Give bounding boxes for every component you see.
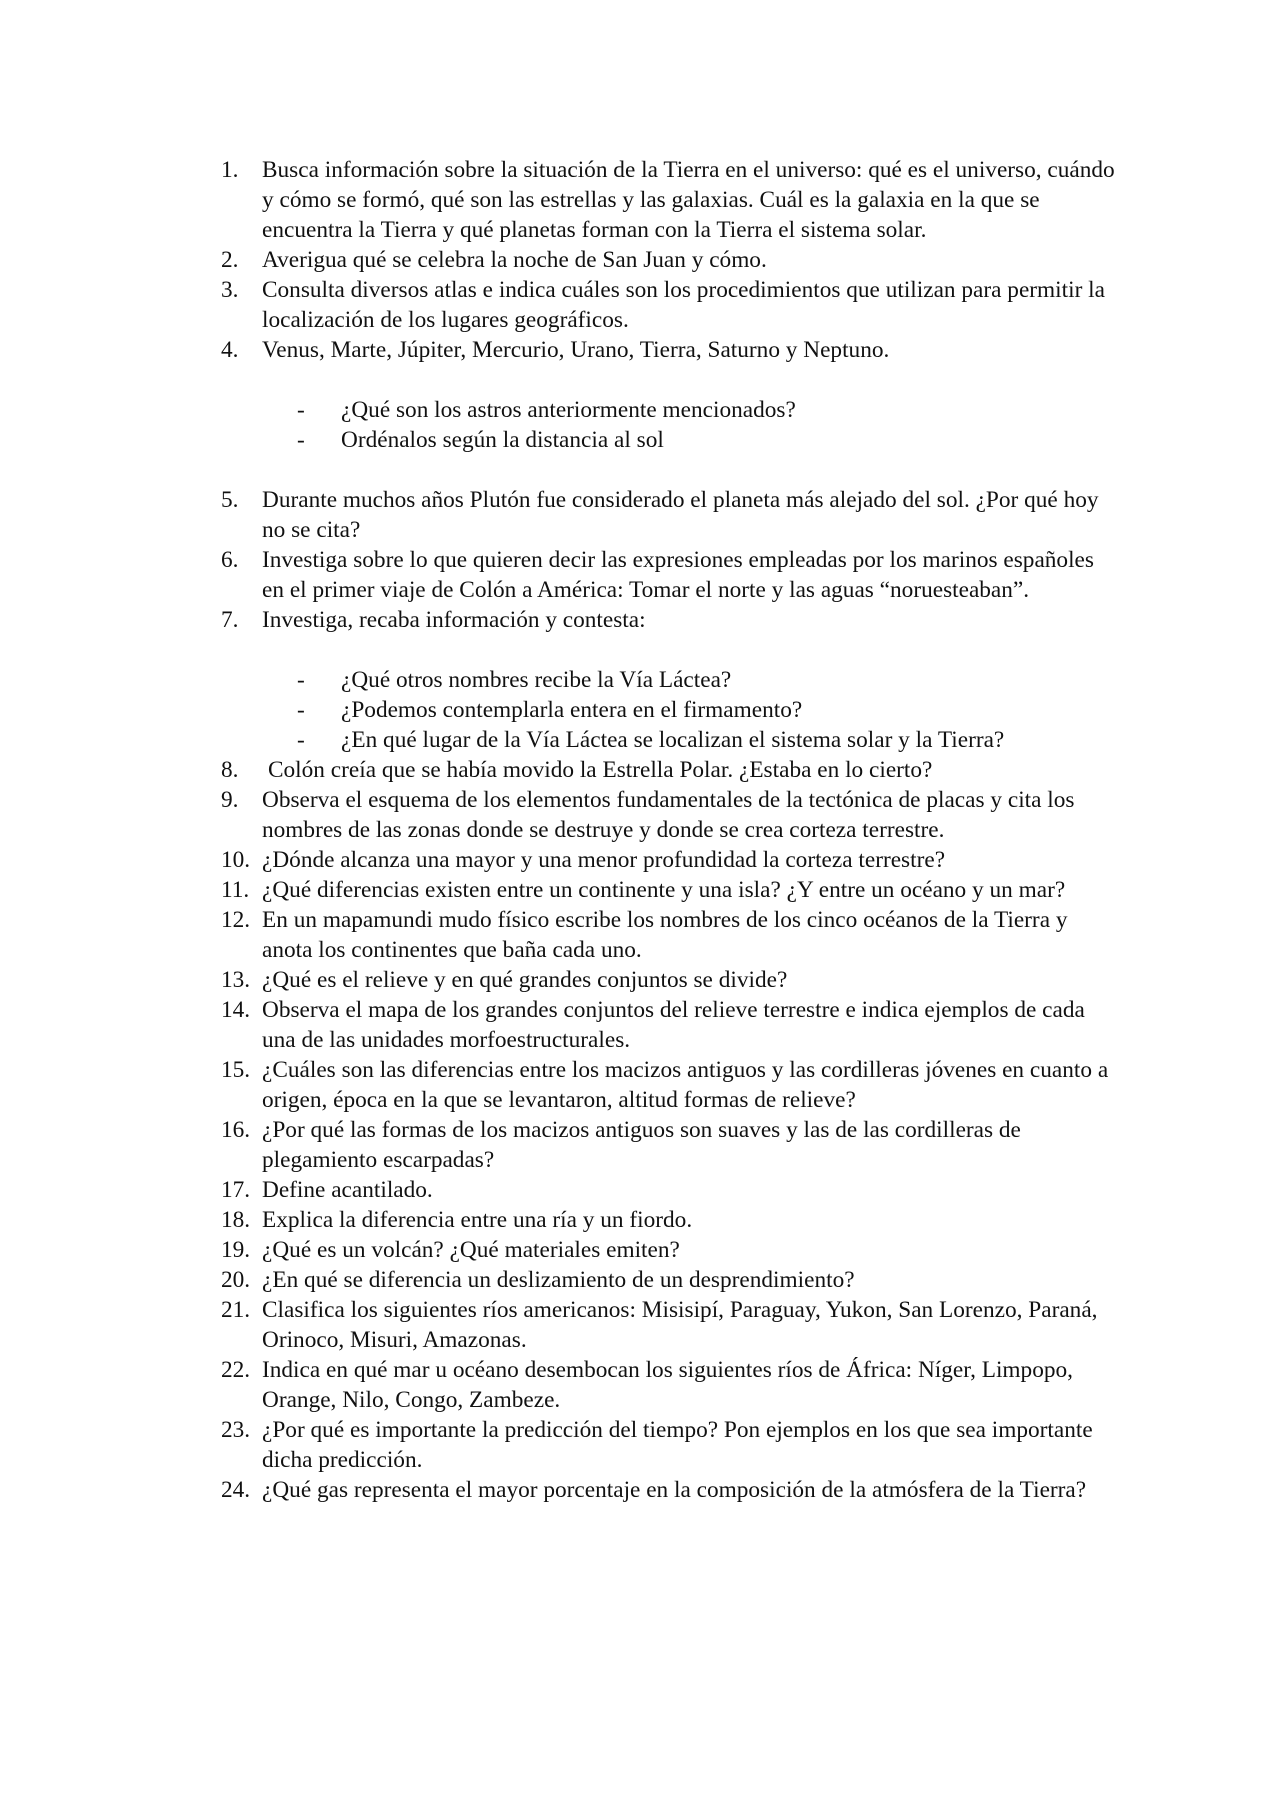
dash-bullet: - <box>297 667 305 693</box>
list-item-15 <box>221 1055 1121 1115</box>
sub-item <box>221 395 1121 425</box>
list-item-3 <box>221 275 1121 335</box>
list-item-7 <box>221 605 1121 635</box>
item-text: ¿En qué se diferencia un deslizamiento de un desprendimiento? <box>262 1267 855 1293</box>
sub-item <box>221 425 1121 455</box>
item-text: ¿Qué diferencias existen entre un continente y una isla? ¿Y entre un océano y un mar? <box>262 877 1066 903</box>
item-text: ¿Qué gas representa el mayor porcentaje en la composición de la atmósfera de la Tierra? <box>262 1477 1087 1503</box>
question-list <box>221 155 1121 1505</box>
item-text: ¿Cuáles son las diferencias entre los macizos antiguos y las cordilleras jóvenes en cuanto a origen, época en la que se levantaron, altitud formas de relieve? <box>262 1057 1109 1113</box>
list-item-14 <box>221 995 1121 1055</box>
sub-item-text: ¿Qué otros nombres recibe la Vía Láctea? <box>341 667 732 693</box>
item-number: 15. <box>221 1057 251 1083</box>
item-text: Busca información sobre la situación de la Tierra en el universo: qué es el universo, cuándo y cómo se formó, qué son las estrellas y las galaxias. Cuál es la galaxia en la que se encuentra la Tierra y qué planetas forman con la Tierra el sistema solar. <box>262 157 1115 243</box>
item-text: En un mapamundi mudo físico escribe los nombres de los cinco océanos de la Tierra y anota los continentes que baña cada uno. <box>262 907 1068 963</box>
sub-item <box>221 725 1121 755</box>
item-text: Clasifica los siguientes ríos americanos: Misisipí, Paraguay, Yukon, San Lorenzo, Paraná, Orinoco, Misuri, Amazonas. <box>262 1297 1098 1353</box>
item-number: 4. <box>221 337 239 363</box>
sublist-item-4 <box>221 395 1121 455</box>
item-number: 11. <box>221 877 250 903</box>
item-number: 12. <box>221 907 251 933</box>
dash-bullet: - <box>297 427 305 453</box>
sub-item-text: ¿Qué son los astros anteriormente mencionados? <box>341 397 796 423</box>
sub-item-text: ¿Podemos contemplarla entera en el firmamento? <box>341 697 803 723</box>
item-number: 22. <box>221 1357 251 1383</box>
list-item-4 <box>221 335 1121 365</box>
item-number: 19. <box>221 1237 251 1263</box>
list-item-17 <box>221 1175 1121 1205</box>
list-item-12 <box>221 905 1121 965</box>
sub-item <box>221 665 1121 695</box>
dash-bullet: - <box>297 697 305 723</box>
list-item-2 <box>221 245 1121 275</box>
list-item-24 <box>221 1475 1121 1505</box>
item-number: 7. <box>221 607 239 633</box>
item-text: ¿Qué es el relieve y en qué grandes conjuntos se divide? <box>262 967 788 993</box>
sub-item <box>221 695 1121 725</box>
item-text: ¿Dónde alcanza una mayor y una menor profundidad la corteza terrestre? <box>262 847 946 873</box>
item-number: 13. <box>221 967 251 993</box>
item-number: 17. <box>221 1177 251 1203</box>
item-number: 2. <box>221 247 239 273</box>
item-text: Investiga, recaba información y contesta: <box>262 607 646 633</box>
item-text: Averigua qué se celebra la noche de San Juan y cómo. <box>262 247 767 273</box>
item-number: 18. <box>221 1207 251 1233</box>
item-text: ¿Por qué las formas de los macizos antiguos son suaves y las de las cordilleras de plegamiento escarpadas? <box>262 1117 1021 1173</box>
item-text: Venus, Marte, Júpiter, Mercurio, Urano, Tierra, Saturno y Neptuno. <box>262 337 890 363</box>
item-number: 16. <box>221 1117 251 1143</box>
item-number: 3. <box>221 277 239 303</box>
dash-bullet: - <box>297 397 305 423</box>
list-item-11 <box>221 875 1121 905</box>
sub-item-text: ¿En qué lugar de la Vía Láctea se localizan el sistema solar y la Tierra? <box>341 727 1005 753</box>
list-item-9 <box>221 785 1121 845</box>
list-item-18 <box>221 1205 1121 1235</box>
sublist-item-7 <box>221 665 1121 755</box>
dash-bullet: - <box>297 727 305 753</box>
item-text: Durante muchos años Plutón fue considerado el planeta más alejado del sol. ¿Por qué hoy no se cita? <box>262 487 1099 543</box>
list-item-10 <box>221 845 1121 875</box>
item-number: 10. <box>221 847 251 873</box>
item-number: 20. <box>221 1267 251 1293</box>
list-item-21 <box>221 1295 1121 1355</box>
item-number: 23. <box>221 1417 251 1443</box>
list-item-19 <box>221 1235 1121 1265</box>
item-text: ¿Por qué es importante la predicción del tiempo? Pon ejemplos en los que sea importante dicha predicción. <box>262 1417 1093 1473</box>
item-number: 24. <box>221 1477 251 1503</box>
list-item-5 <box>221 485 1121 545</box>
list-item-22 <box>221 1355 1121 1415</box>
item-text: Investiga sobre lo que quieren decir las expresiones empleadas por los marinos españoles en el primer viaje de Colón a América: Tomar el norte y las aguas “noruesteaban”. <box>262 547 1094 603</box>
item-text: Colón creía que se había movido la Estrella Polar. ¿Estaba en lo cierto? <box>268 757 933 783</box>
item-text: ¿Qué es un volcán? ¿Qué materiales emiten? <box>262 1237 680 1263</box>
list-item-6 <box>221 545 1121 605</box>
item-text: Indica en qué mar u océano desembocan los siguientes ríos de África: Níger, Limpopo, Orange, Nilo, Congo, Zambeze. <box>262 1357 1073 1413</box>
sub-item-text: Ordénalos según la distancia al sol <box>341 427 664 453</box>
item-text: Define acantilado. <box>262 1177 433 1203</box>
item-text: Observa el mapa de los grandes conjuntos del relieve terrestre e indica ejemplos de cada una de las unidades morfoestructurales. <box>262 997 1085 1053</box>
list-item-20 <box>221 1265 1121 1295</box>
item-number: 8. <box>221 757 239 783</box>
list-item-1 <box>221 155 1121 245</box>
list-item-8 <box>221 755 1121 785</box>
item-number: 6. <box>221 547 239 573</box>
item-number: 14. <box>221 997 251 1023</box>
item-number: 5. <box>221 487 239 513</box>
item-text: Consulta diversos atlas e indica cuáles son los procedimientos que utilizan para permitir la localización de los lugares geográficos. <box>262 277 1105 333</box>
item-text: Explica la diferencia entre una ría y un fiordo. <box>262 1207 693 1233</box>
list-item-13 <box>221 965 1121 995</box>
item-text: Observa el esquema de los elementos fundamentales de la tectónica de placas y cita los nombres de las zonas donde se destruye y donde se crea corteza terrestre. <box>262 787 1075 843</box>
item-number: 21. <box>221 1297 251 1323</box>
list-item-16 <box>221 1115 1121 1175</box>
item-number: 1. <box>221 157 239 183</box>
list-item-23 <box>221 1415 1121 1475</box>
item-number: 9. <box>221 787 239 813</box>
